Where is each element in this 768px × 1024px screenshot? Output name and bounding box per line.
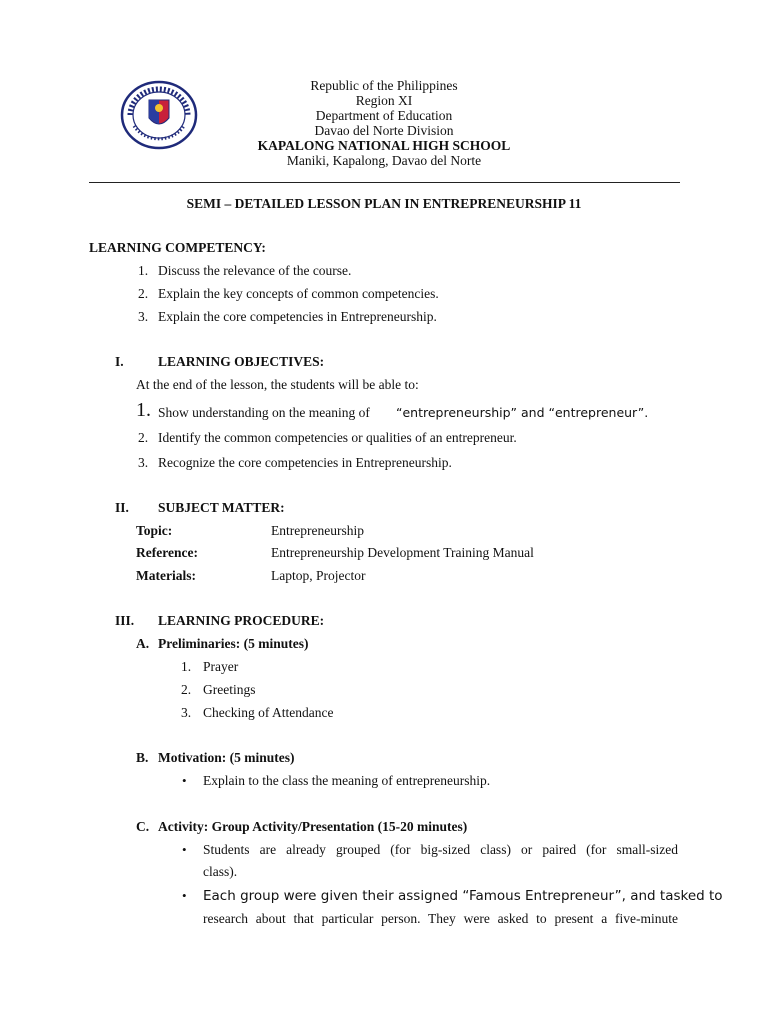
activity-bullet-2: • <box>182 888 187 903</box>
procedure-numeral: III. <box>115 613 135 628</box>
subject-numeral: II. <box>115 500 129 515</box>
competency-num-3: 3. <box>138 309 149 324</box>
competency-item-2: Explain the key concepts of common competencies. <box>158 286 439 301</box>
preliminaries-item-attendance: Checking of Attendance <box>203 705 334 720</box>
header-republic: Republic of the Philippines <box>310 78 458 93</box>
motivation-heading: Motivation: (5 minutes) <box>158 750 295 765</box>
objective-item-1-a: Show understanding on the meaning of <box>158 405 370 420</box>
objectives-heading: LEARNING OBJECTIVES: <box>158 354 325 369</box>
activity-label: C. <box>136 819 150 834</box>
subject-label-topic: Topic: <box>136 523 173 538</box>
subject-heading: SUBJECT MATTER: <box>158 500 285 515</box>
preliminaries-num-1: 1. <box>181 659 192 674</box>
document-title: SEMI – DETAILED LESSON PLAN IN ENTREPRENEURSHIP 11 <box>186 196 582 211</box>
objective-item-3: Recognize the core competencies in Entrepreneurship. <box>158 455 452 470</box>
preliminaries-num-3: 3. <box>181 705 192 720</box>
activity-item-2-line-2: research about that particular person. They were asked to present a five-minute <box>203 911 678 926</box>
procedure-heading: LEARNING PROCEDURE: <box>158 613 325 628</box>
subject-value-reference: Entrepreneurship Development Training Manual <box>271 545 534 560</box>
activity-item-1-line-2: class). <box>203 864 238 879</box>
objective-num-1: 1. <box>136 399 151 421</box>
activity-item-2-line-1: Each group were given their assigned “Famous Entrepreneur”, and tasked to <box>203 888 723 904</box>
preliminaries-item-greetings: Greetings <box>203 682 256 697</box>
subject-value-materials: Laptop, Projector <box>271 568 366 583</box>
motivation-item: Explain to the class the meaning of entrepreneurship. <box>203 773 491 788</box>
competency-num-2: 2. <box>138 286 149 301</box>
activity-heading: Activity: Group Activity/Presentation (15-20 minutes) <box>158 819 468 834</box>
activity-bullet-1: • <box>182 842 187 857</box>
competency-item-3: Explain the core competencies in Entrepreneurship. <box>158 309 437 324</box>
competency-item-1: Discuss the relevance of the course. <box>158 263 352 278</box>
header-division: Davao del Norte Division <box>314 123 454 138</box>
activity-item-1-line-1: Students are already grouped (for big-sized class) or paired (for small-sized <box>203 842 678 857</box>
preliminaries-label: A. <box>136 636 150 651</box>
header-region: Region XI <box>355 93 413 108</box>
objective-num-3: 3. <box>138 455 149 470</box>
objective-item-2: Identify the common competencies or qualities of an entrepreneur. <box>158 430 517 445</box>
subject-value-topic: Entrepreneurship <box>271 523 364 538</box>
header-divider <box>89 182 680 183</box>
objectives-numeral: I. <box>115 354 124 369</box>
competency-num-1: 1. <box>138 263 149 278</box>
preliminaries-heading: Preliminaries: (5 minutes) <box>158 636 309 651</box>
preliminaries-item-prayer: Prayer <box>203 659 239 674</box>
header-school-address: Maniki, Kapalong, Davao del Norte <box>286 153 482 168</box>
preliminaries-num-2: 2. <box>181 682 192 697</box>
subject-label-reference: Reference: <box>136 545 198 560</box>
motivation-bullet: • <box>182 773 187 788</box>
objectives-intro: At the end of the lesson, the students will be able to: <box>136 377 419 392</box>
subject-label-materials: Materials: <box>136 568 196 583</box>
header-school-name: KAPALONG NATIONAL HIGH SCHOOL <box>257 138 511 153</box>
objective-num-2: 2. <box>138 430 149 445</box>
objective-item-1-b: “entrepreneurship” and “entrepreneur”. <box>396 405 649 420</box>
competency-heading: LEARNING COMPETENCY: <box>89 240 266 255</box>
motivation-label: B. <box>136 750 149 765</box>
header-department: Department of Education <box>315 108 453 123</box>
